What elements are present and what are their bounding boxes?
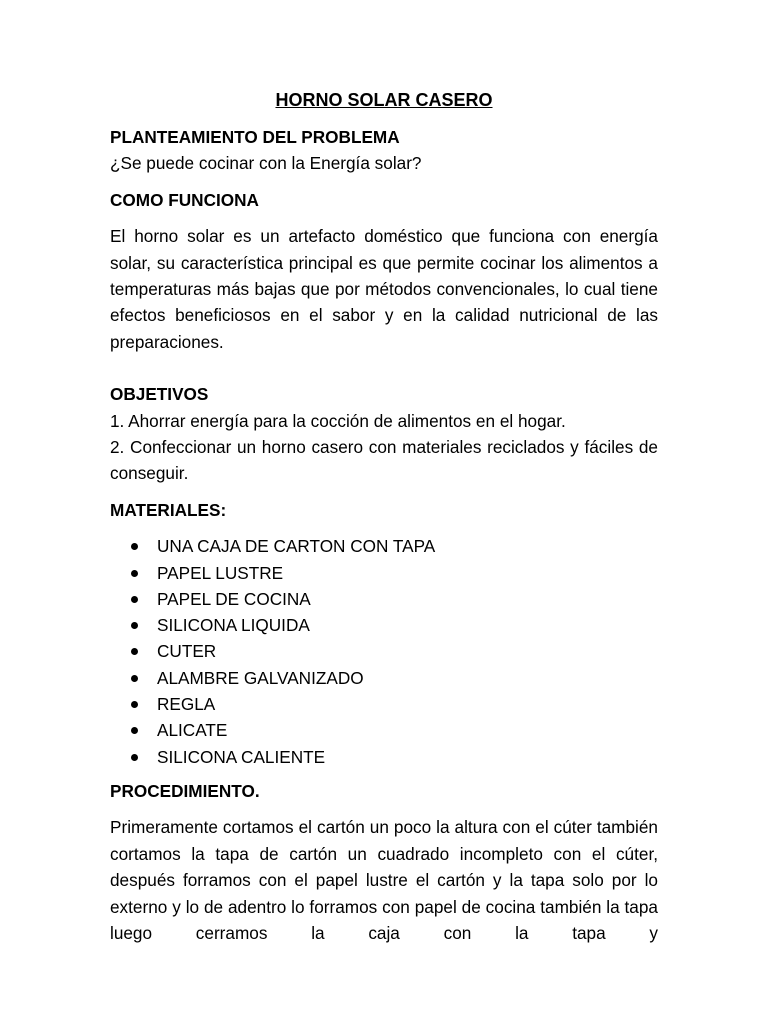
material-item-label: REGLA (157, 694, 216, 715)
material-item-label: SILICONA LIQUIDA (157, 615, 310, 636)
bullet-icon (131, 648, 138, 655)
bullet-icon (131, 675, 138, 682)
material-item (110, 665, 658, 691)
bullet-icon (131, 596, 138, 603)
problem-question: ¿Se puede cocinar con la Energía solar? (110, 153, 422, 174)
bullet-icon (131, 543, 138, 550)
material-item (110, 691, 658, 717)
material-item-label: PAPEL DE COCINA (157, 588, 311, 609)
bullet-icon (131, 701, 138, 708)
procedure-heading: PROCEDIMIENTO. (110, 780, 260, 801)
materials-list (110, 533, 658, 770)
problem-heading: PLANTEAMIENTO DEL PROBLEMA (110, 127, 400, 147)
material-item (110, 717, 658, 743)
document-page (110, 86, 658, 946)
objective-item: 1. Ahorrar energía para la cocción de alimentos en el hogar. (110, 410, 566, 431)
material-item (110, 612, 658, 638)
material-item-label: UNA CAJA DE CARTON CON TAPA (157, 536, 436, 557)
material-item-label: PAPEL LUSTRE (157, 562, 284, 583)
material-item-label: ALICATE (157, 720, 228, 741)
bullet-icon (131, 754, 138, 761)
objective-item: 2. Confeccionar un horno casero con materiales reciclados y fáciles de conseguir. (110, 437, 658, 484)
material-item (110, 586, 658, 612)
material-item-label: ALAMBRE GALVANIZADO (157, 667, 364, 688)
how-it-works-text: El horno solar es un artefacto doméstico que funciona con energía solar, su característica principal es que permite cocinar los alimentos a temperaturas más bajas que por métodos convencionales, lo cual tiene efectos beneficiosos en el sabor y en la calidad nutricional de las preparaciones. (110, 226, 658, 352)
material-item (110, 638, 658, 664)
document-title: HORNO SOLAR CASERO (275, 90, 493, 110)
bullet-icon (131, 570, 138, 577)
material-item (110, 560, 658, 586)
procedure-text: Primeramente cortamos el cartón un poco la altura con el cúter también cortamos la tapa de cartón un cuadrado incompleto con el cúter, después forramos con el papel lustre el cartón y la tapa solo por lo externo y lo de adentro lo forramos con papel de cocina también la tapa luego cerramos la caja con la tapa y (110, 817, 658, 943)
bullet-icon (131, 622, 138, 629)
material-item-label: SILICONA CALIENTE (157, 746, 326, 767)
material-item (110, 744, 658, 770)
objectives-heading: OBJETIVOS (110, 384, 209, 405)
how-it-works-heading: COMO FUNCIONA (110, 189, 259, 210)
bullet-icon (131, 727, 138, 734)
material-item (110, 533, 658, 559)
material-item-label: CUTER (157, 641, 217, 662)
materials-heading: MATERIALES: (110, 499, 227, 520)
